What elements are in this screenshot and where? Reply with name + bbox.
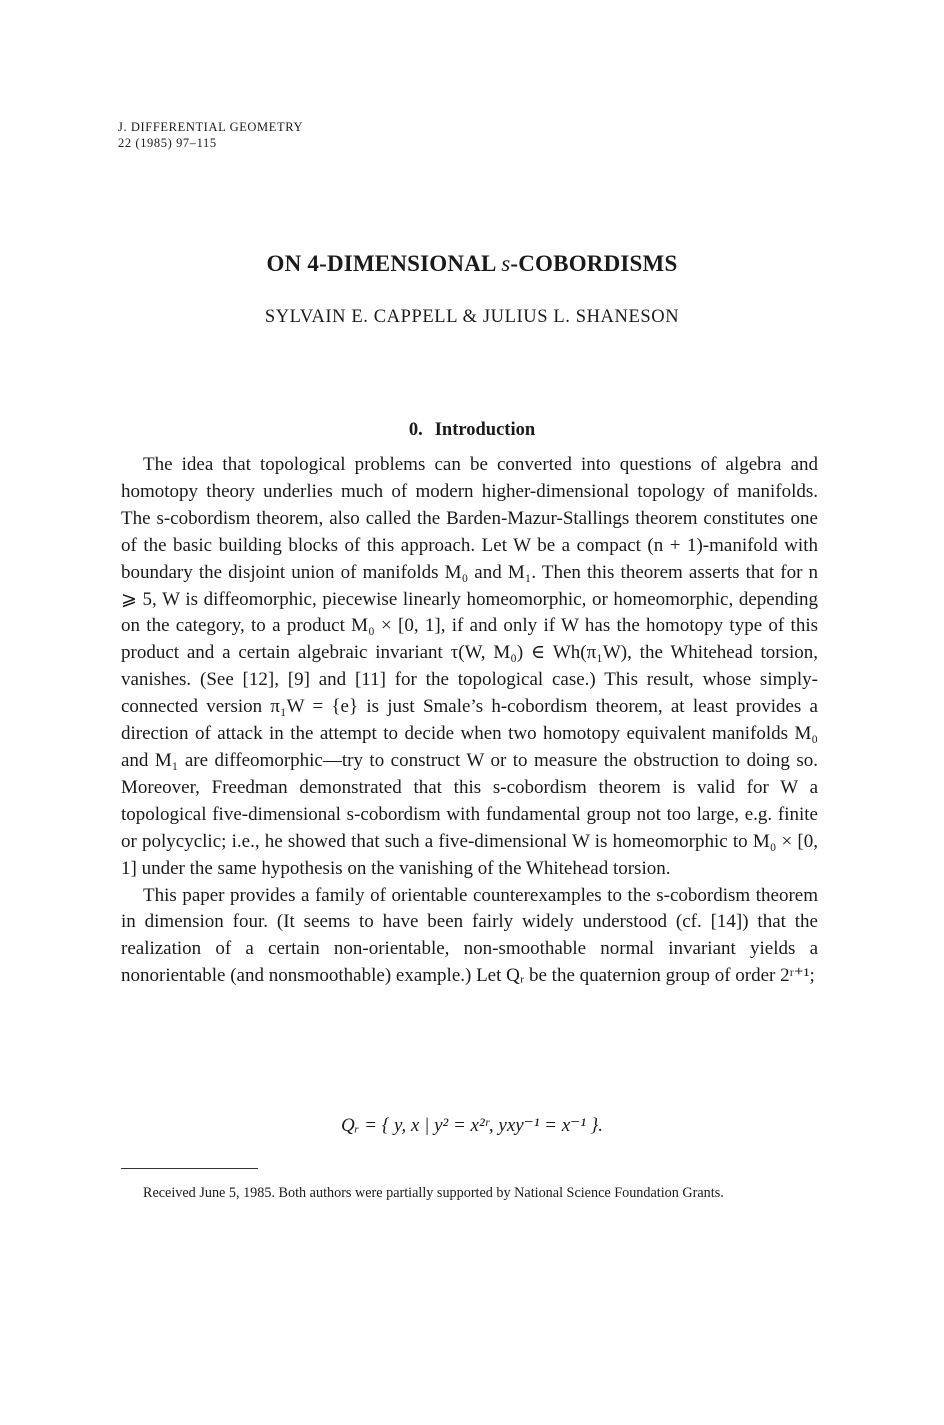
footnote (121, 1182, 818, 1204)
body-text (121, 452, 818, 990)
journal-citation: 22 (1985) 97–115 (118, 136, 217, 150)
section-heading (0, 420, 944, 441)
footnote-rule (121, 1168, 258, 1169)
journal-name: J. DIFFERENTIAL GEOMETRY (118, 120, 304, 134)
paragraph-1: The idea that topological problems can be converted into questions of algebra and homotopy theory underlies much of modern higher-dimensional topology of manifolds. The s-cobordism theorem, also called the Barden-Mazur-Stallings theorem constitutes one of the basic building blocks of this approach. Let W be a compact (n + 1)-manifold with boundary the disjoint union of manifolds M₀ and M₁. Then this theorem asserts that for n ⩾ 5, W is diffeomorphic, piecewise linearly homeomorphic, or homeomorphic, depending on the category, to a product M₀ × [0, 1], if and only if W has the homotopy type of this product and a certain algebraic invariant τ(W, M₀) ∈ Wh(π₁W), the Whitehead torsion, vanishes. (See [12], [9] and [11] for the topological case.) This result, whose simply-connected version π₁W = {e} is just Smale’s h-cobordism theorem, at least provides a direction of attack in the attempt to decide when two homotopy equivalent manifolds M₀ and M₁ are diffeomorphic—try to construct W or to measure the obstruction to doing so. Moreover, Freedman demonstrated that this s-cobordism theorem is valid for W a topological five-dimensional s-cobordism with fundamental group not too large, e.g. finite or polycyclic; i.e., he showed that such a five-dimensional W is homeomorphic to M₀ × [0, 1] under the same hypothesis on the vanishing of the Whitehead torsion. (121, 454, 818, 879)
title-italic: s (501, 251, 511, 276)
title-suffix: -COBORDISMS (510, 251, 678, 276)
journal-header (118, 119, 303, 151)
paragraph-2: This paper provides a family of orientable counterexamples to the s-cobordism theorem in dimension four. (It seems to have been fairly widely understood (cf. [14]) that the realization of a certain non-orientable, non-smoothable normal invariant yields a nonorientable (and nonsmoothable) example.) Let Qᵣ be the quaternion group of order 2ʳ⁺¹; (121, 884, 818, 987)
section-title: Introduction (434, 420, 536, 440)
paper-title (0, 251, 944, 277)
display-formula: Qᵣ = { y, x | y² = x²ʳ, yxy⁻¹ = x⁻¹ }. (340, 1115, 603, 1136)
paper-authors: SYLVAIN E. CAPPELL & JULIUS L. SHANESON (264, 307, 680, 327)
footnote-text: Received June 5, 1985. Both authors were partially supported by National Science Foundation Grants. (143, 1185, 724, 1201)
title-prefix: ON 4-DIMENSIONAL (266, 251, 502, 276)
section-number: 0. (408, 420, 423, 440)
